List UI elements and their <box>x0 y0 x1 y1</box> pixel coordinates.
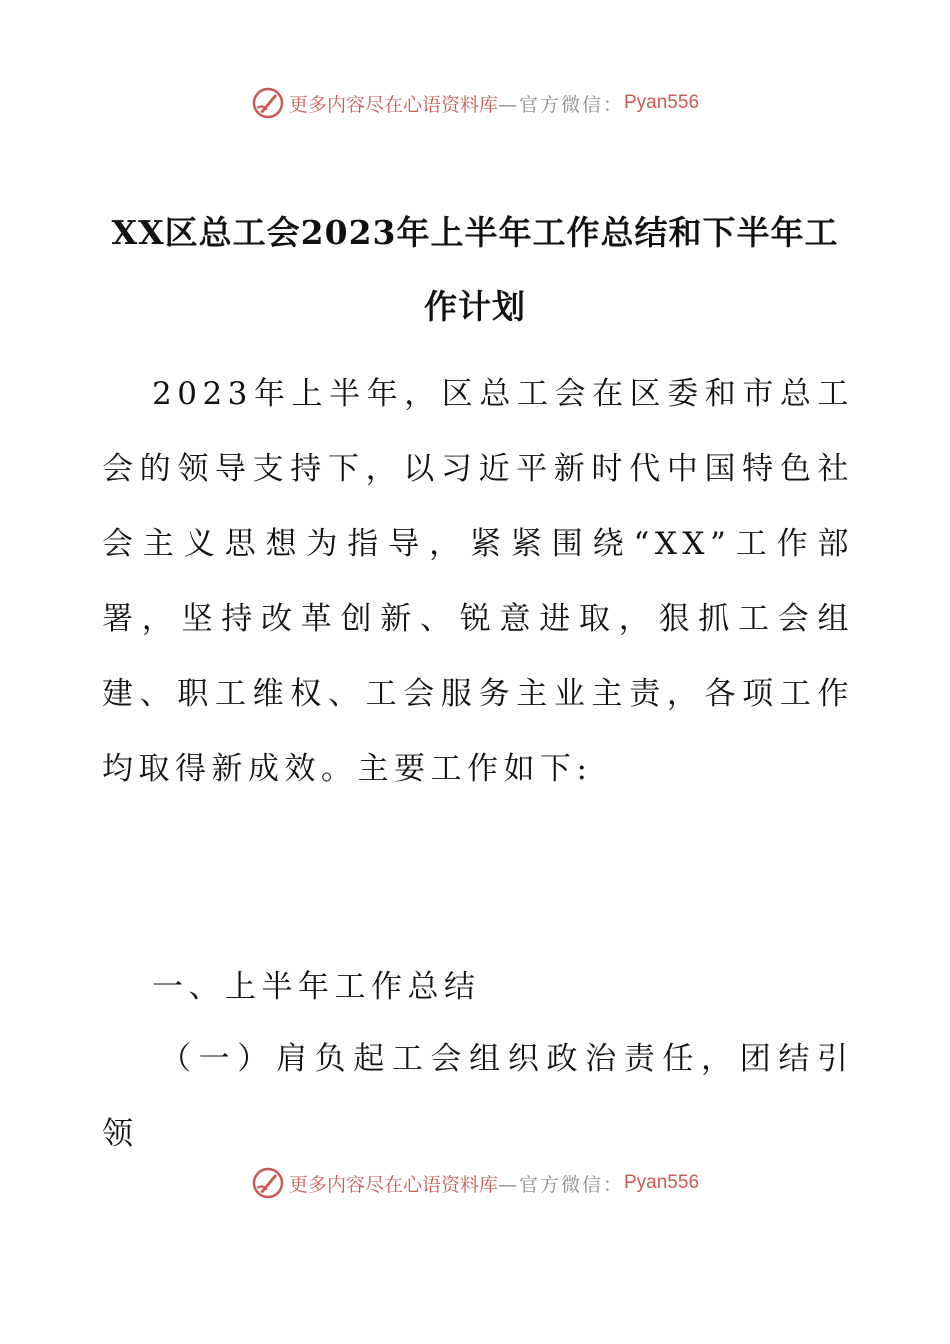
banner-site-name: 更多内容尽在心语资料库 <box>288 93 498 116</box>
banner-content <box>251 86 699 120</box>
banner-site-name: 更多内容尽在心语资料库 <box>288 1173 498 1196</box>
banner-official-wechat-label: —官方微信： <box>497 1173 624 1196</box>
banner-wechat-id: Pyan556 <box>624 92 700 113</box>
banner-wechat-id: Pyan556 <box>624 1172 700 1193</box>
header-watermark-banner <box>0 83 950 123</box>
document-title: XX区总工会2023年上半年工作总结和下半年工作计划 <box>111 213 839 326</box>
intro-paragraph: 2023年上半年，区总工会在区委和市总工会的领导支持下，以习近平新时代中国特色社会主义思想为指导，紧紧围绕“XX”工作部署，坚持改革创新、锐意进取，狠抓工会组建、职工维权、工会服务主业主责，各项工作均取得新成效。主要工作如下: <box>102 376 854 787</box>
section-heading: 一、上半年工作总结 <box>152 969 481 1005</box>
banner-content <box>251 1166 699 1200</box>
footer-watermark-banner <box>0 1163 950 1203</box>
subsection-heading: （一）肩负起工会组织政治责任，团结引领 <box>102 1041 854 1152</box>
banner-official-wechat-label: —官方微信： <box>497 93 624 116</box>
quill-seal-icon <box>251 1166 285 1200</box>
quill-seal-icon <box>251 86 285 120</box>
